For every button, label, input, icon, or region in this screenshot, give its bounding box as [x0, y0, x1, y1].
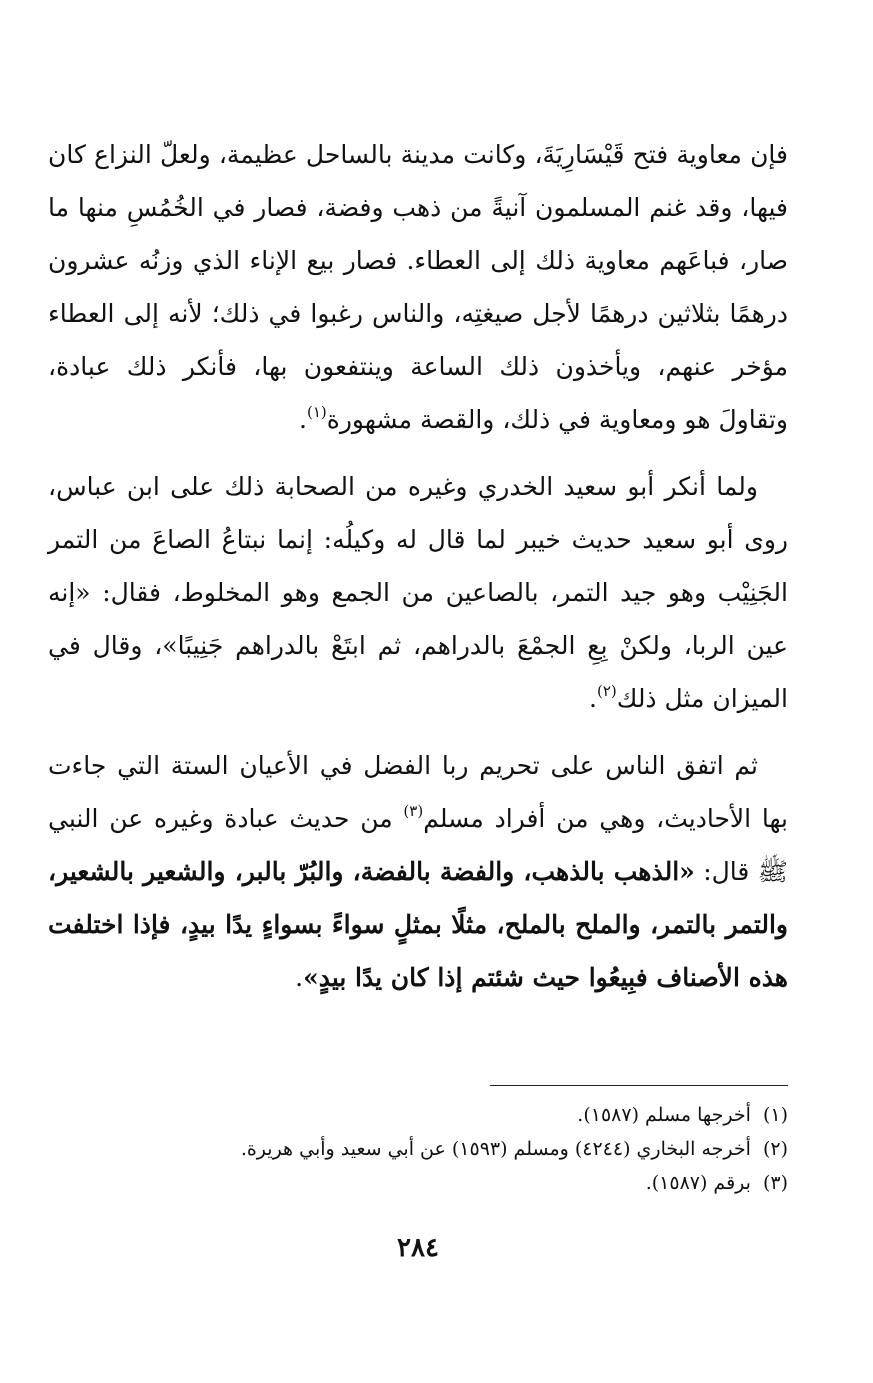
paragraph-3	[48, 739, 788, 1004]
paragraph-3-text-continued: من حديث عبادة وغيره عن النبي ﷺ قال:	[48, 804, 789, 886]
document-page	[48, 0, 788, 1383]
footnote-3-number: (٣)	[762, 1172, 788, 1194]
footnote-1-number: (١)	[762, 1104, 788, 1126]
page-number: ٢٨٤	[397, 1233, 439, 1263]
paragraph-1-end: .	[299, 405, 307, 434]
hadith-quote: «الذهب بالذهب، والفضة بالفضة، والبُرّ بالبر، والشعير بالشعير، والتمر بالتمر، والملح بالملح، مثلًا بمثلٍ سواءً بسواءٍ يدًا بيدٍ، فإذا اختلفت هذه الأصناف فبِيعُوا حيث شئتم إذا كان يدًا بيدٍ»	[48, 857, 788, 992]
footnote-2-number: (٢)	[762, 1138, 788, 1160]
footnote-ref-1: (١)	[306, 403, 327, 421]
main-text	[48, 128, 788, 1018]
paragraph-2-end: .	[589, 684, 597, 713]
paragraph-3-end: .	[295, 963, 304, 992]
paragraph-3-text: ثم اتفق الناس على تحريم ربا الفضل في الأعيان الستة التي جاءت بها الأحاديث، وهي من أفراد مسلم	[48, 751, 788, 833]
footnote-3	[48, 1166, 788, 1200]
footnote-1-text: أخرجها مسلم (١٥٨٧).	[577, 1104, 751, 1126]
footnote-2	[48, 1132, 788, 1166]
footnote-ref-3: (٣)	[403, 802, 424, 820]
paragraph-2	[48, 460, 788, 725]
footnotes	[48, 1098, 788, 1200]
footnote-2-text: أخرجه البخاري (٤٢٤٤) ومسلم (١٥٩٣) عن أبي سعيد وأبي هريرة.	[240, 1138, 751, 1160]
footnote-divider	[490, 1085, 788, 1086]
footnote-3-text: برقم (١٥٨٧).	[645, 1172, 751, 1194]
paragraph-2-text: ولما أنكر أبو سعيد الخدري وغيره من الصحابة ذلك على ابن عباس، روى أبو سعيد حديث خيبر لما قال له وكيلُه: إنما نبتاعُ الصاعَ من التمر الجَنِيْب وهو جيد التمر، بالصاعين من الجمع وهو المخلوط، فقال: «إنه عين الربا، ولكنْ بِعِ الجمْعَ بالدراهم، ثم ابتَعْ بالدراهم جَنِيبًا»، وقال في الميزان مثل ذلك	[48, 472, 788, 713]
paragraph-1-text: فإن معاوية فتح قَيْسَارِيَةَ، وكانت مدينة بالساحل عظيمة، ولعلّ النزاع كان فيها، وقد غنم المسلمون آنيةً من ذهب وفضة، فصار في الخُمُسِ منها ما صار، فباعَهم معاوية ذلك إلى العطاء. فصار بيع الإناء الذي وزنُه عشرون درهمًا بثلاثين درهمًا لأجل صيغتِه، والناس رغبوا في ذلك؛ لأنه إلى العطاء مؤخر عنهم، ويأخذون ذلك الساعة وينتفعون بها، فأنكر ذلك عبادة، وتقاولَ هو ومعاوية في ذلك، والقصة مشهورة	[48, 140, 788, 434]
paragraph-1	[48, 128, 788, 446]
footnote-ref-2: (٢)	[596, 682, 617, 700]
footnote-1	[48, 1098, 788, 1132]
